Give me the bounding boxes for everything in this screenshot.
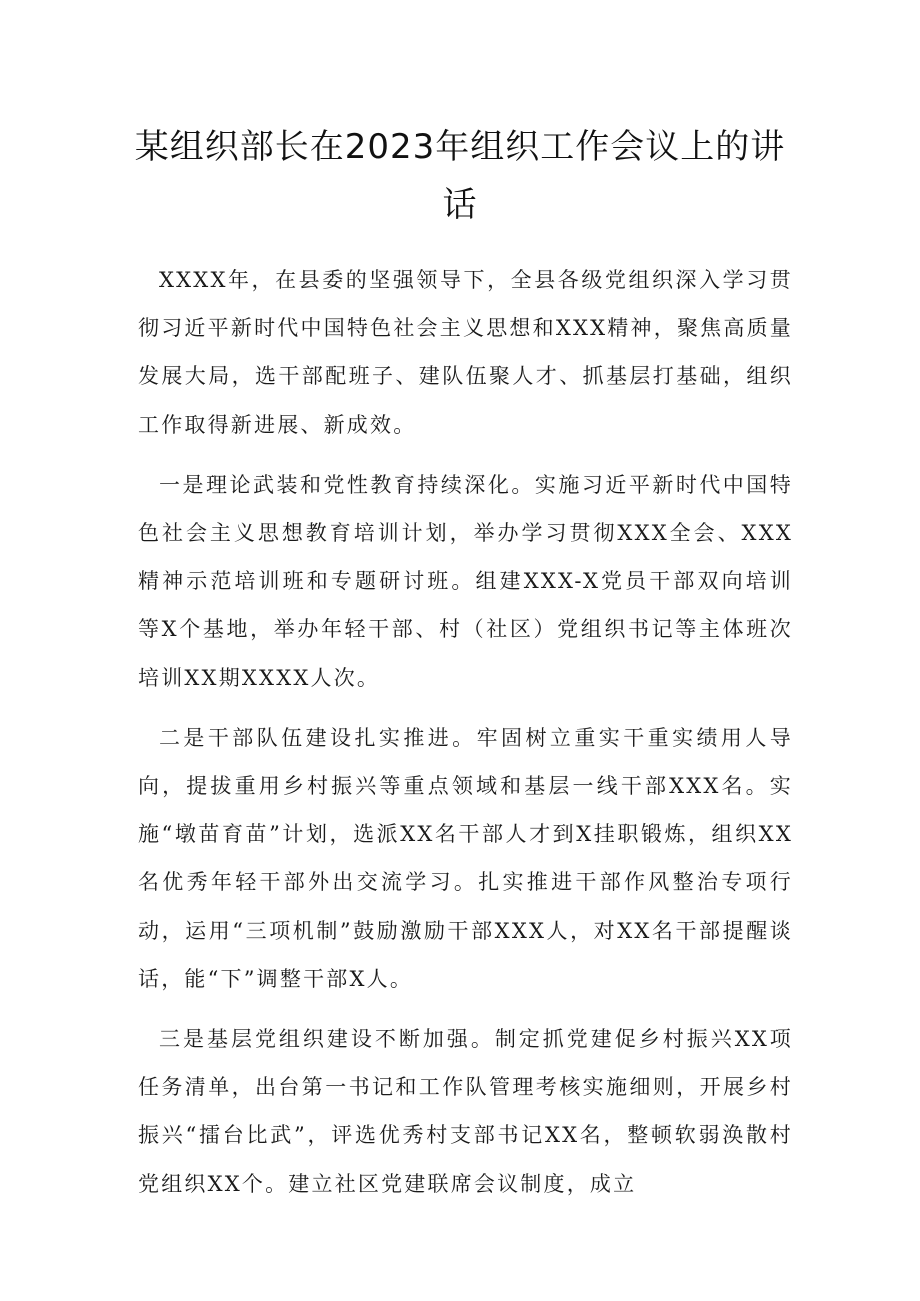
paragraph-cadre-team: 二是干部队伍建设扎实推进。牢固树立重实干重实绩用人导向，提拔重用乡村振兴等重点领域和基层一线干部XXX名。实施“墩苗育苗”计划，选派XX名干部人才到X挂职锻炼，组织XX名优秀年轻干部外出交流学习。扎实推进干部作风整治专项行动，运用“三项机制”鼓励激励干部XXX人，对XX名干部提醒谈话，能“下”调整干部X人。 xyxy=(138,725,793,991)
paragraph-grassroots: 三是基层党组织建设不断加强。制定抓党建促乡村振兴XX项任务清单，出台第一书记和工作队管理考核实施细则，开展乡村振兴“擂台比武”，评选优秀村支部书记XX名，整顿软弱涣散村党组织XX个。建立社区党建联席会议制度，成立 xyxy=(138,1027,793,1196)
document-body xyxy=(138,256,793,1220)
paragraph-intro: XXXX年，在县委的坚强领导下，全县各级党组织深入学习贯彻习近平新时代中国特色社会主义思想和XXX精神，聚焦高质量发展大局，选干部配班子、建队伍聚人才、抓基层打基础，组织工作取得新进展、新成效。 xyxy=(138,268,793,437)
paragraph-theory-education: 一是理论武装和党性教育持续深化。实施习近平新时代中国特色社会主义思想教育培训计划，举办学习贯彻XXX全会、XXX精神示范培训班和专题研讨班。组建XXX-X党员干部双向培训等X个基地，举办年轻干部、村（社区）党组织书记等主体班次培训XX期XXXX人次。 xyxy=(138,472,793,690)
document-title: 某组织部长在2023年组织工作会议上的讲话 xyxy=(134,127,786,225)
